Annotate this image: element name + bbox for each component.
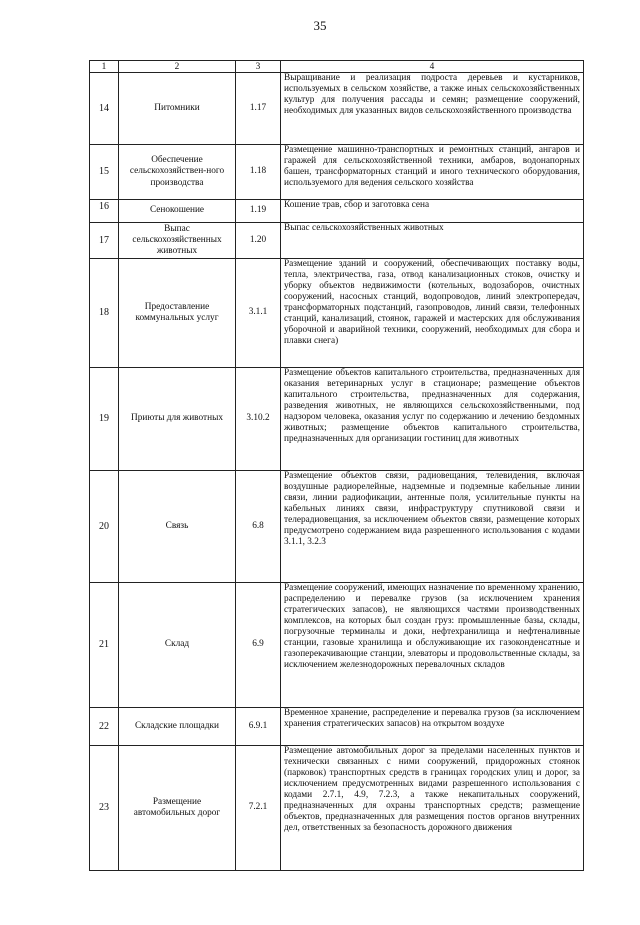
table-row bbox=[90, 708, 584, 746]
header-cell: 4 bbox=[281, 61, 584, 73]
table-row bbox=[90, 471, 584, 583]
description-cell: Размещение сооружений, имеющих назначение по временному хранению, распределению и перевалке грузов (за исключением хранения стратегических запасов), не являющихся частями производственных комплексов, на которых был создан груз: промышленные базы, склады, погрузочные терминалы и доки, нефтехранилища и нефтеналивные станции, газовые хранилища и обслуживающие их газоконденсатные и газоперекачивающие станции, элеваторы и продовольственные склады, за исключением железнодорожных перевалочных складов bbox=[281, 583, 584, 708]
description-cell: Размещение зданий и сооружений, обеспечивающих поставку воды, тепла, электричества, газа, отвод канализационных стоков, очистку и уборку объектов недвижимости (котельных, водозаборов, очистных сооружений, насосных станций, водопроводов, линий электропередач, трансформаторных подстанций, газопроводов, линий связи, телефонных станций, канализаций, стоянок, гаражей и мастерских для обслуживания уборочной и аварийной техники, сооружений, необходимых для сбора и плавки снега) bbox=[281, 259, 584, 368]
classification-code-cell: 1.17 bbox=[236, 73, 281, 145]
use-type-name-cell: Питомники bbox=[119, 73, 236, 145]
row-number-cell: 21 bbox=[90, 583, 119, 708]
description-cell: Кошение трав, сбор и заготовка сена bbox=[281, 200, 584, 223]
use-type-name-cell: Приюты для животных bbox=[119, 368, 236, 471]
table-row bbox=[90, 746, 584, 871]
use-type-name-cell: Выпас сельскохозяйственных животных bbox=[119, 223, 236, 259]
use-type-name-cell: Склад bbox=[119, 583, 236, 708]
row-number-cell: 19 bbox=[90, 368, 119, 471]
page-number: 35 bbox=[313, 18, 327, 33]
classification-code-cell: 6.9.1 bbox=[236, 708, 281, 746]
classification-code-cell: 6.9 bbox=[236, 583, 281, 708]
description-cell: Выпас сельскохозяйственных животных bbox=[281, 223, 584, 259]
description-cell: Размещение объектов капитального строительства, предназначенных для оказания ветеринарных услуг в стационаре; размещение объектов капитального строительства, предназначенных для содержания, разведения животных, не являющихся сельскохозяйственными, под надзором человека, оказания услуг по содержанию и лечению бездомных животных; размещение объектов капитального строительства, предназначенных для организации гостиниц для животных bbox=[281, 368, 584, 471]
land-use-table bbox=[89, 60, 584, 871]
table-row bbox=[90, 200, 584, 223]
description-cell: Размещение машинно-транспортных и ремонтных станций, ангаров и гаражей для сельскохозяйственной техники, амбаров, водонапорных башен, трансформаторных станций и иного технического оборудования, используемого для ведения сельского хозяйства bbox=[281, 145, 584, 200]
classification-code-cell: 1.20 bbox=[236, 223, 281, 259]
row-number-cell: 23 bbox=[90, 746, 119, 871]
header-cell: 2 bbox=[119, 61, 236, 73]
description-cell: Выращивание и реализация подроста деревьев и кустарников, используемых в сельском хозяйстве, а также иных сельскохозяйственных культур для получения рассады и семян; размещение сооружений, необходимых для указанных видов сельскохозяйственного производства bbox=[281, 73, 584, 145]
description-cell: Размещение автомобильных дорог за пределами населенных пунктов и технически связанных с ними сооружений, придорожных стоянок (парковок) транспортных средств в границах городских улиц и дорог, за исключением предусмотренных видами разрешенного использования с кодами 2.7.1, 4.9, 7.2.3, а также некапитальных сооружений, предназначенных для охраны транспортных средств; размещение объектов, предназначенных для размещения постов органов внутренних дел, ответственных за безопасность дорожного движения bbox=[281, 746, 584, 871]
table-row bbox=[90, 583, 584, 708]
classification-code-cell: 3.10.2 bbox=[236, 368, 281, 471]
row-number-cell: 14 bbox=[90, 73, 119, 145]
row-number-cell: 17 bbox=[90, 223, 119, 259]
description-cell: Размещение объектов связи, радиовещания, телевидения, включая воздушные радиорелейные, надземные и подземные кабельные линии связи, линии радиофикации, антенные поля, усилительные пункты на кабельных линиях связи, инфраструктуру спутниковой связи и телерадиовещания, за исключением объектов связи, размещение которых предусмотрено содержанием вида разрешенного использования с кодами 3.1.1, 3.2.3 bbox=[281, 471, 584, 583]
row-number-cell: 18 bbox=[90, 259, 119, 368]
classification-code-cell: 7.2.1 bbox=[236, 746, 281, 871]
table-row bbox=[90, 73, 584, 145]
use-type-name-cell: Обеспечение сельскохозяйствен-ного производства bbox=[119, 145, 236, 200]
description-cell: Временное хранение, распределение и перевалка грузов (за исключением хранения стратегических запасов) на открытом воздухе bbox=[281, 708, 584, 746]
header-cell: 3 bbox=[236, 61, 281, 73]
table-row bbox=[90, 368, 584, 471]
table-row bbox=[90, 145, 584, 200]
use-type-name-cell: Складские площадки bbox=[119, 708, 236, 746]
row-number-cell: 15 bbox=[90, 145, 119, 200]
row-number-cell: 16 bbox=[90, 200, 119, 223]
use-type-name-cell: Размещение автомобильных дорог bbox=[119, 746, 236, 871]
table-header-row bbox=[90, 61, 584, 73]
table-row bbox=[90, 259, 584, 368]
classification-code-cell: 1.19 bbox=[236, 200, 281, 223]
use-type-name-cell: Связь bbox=[119, 471, 236, 583]
header-cell: 1 bbox=[90, 61, 119, 73]
use-type-name-cell: Предоставление коммунальных услуг bbox=[119, 259, 236, 368]
use-type-name-cell: Сенокошение bbox=[119, 200, 236, 223]
classification-code-cell: 6.8 bbox=[236, 471, 281, 583]
table-row bbox=[90, 223, 584, 259]
classification-code-cell: 1.18 bbox=[236, 145, 281, 200]
row-number-cell: 22 bbox=[90, 708, 119, 746]
row-number-cell: 20 bbox=[90, 471, 119, 583]
classification-code-cell: 3.1.1 bbox=[236, 259, 281, 368]
